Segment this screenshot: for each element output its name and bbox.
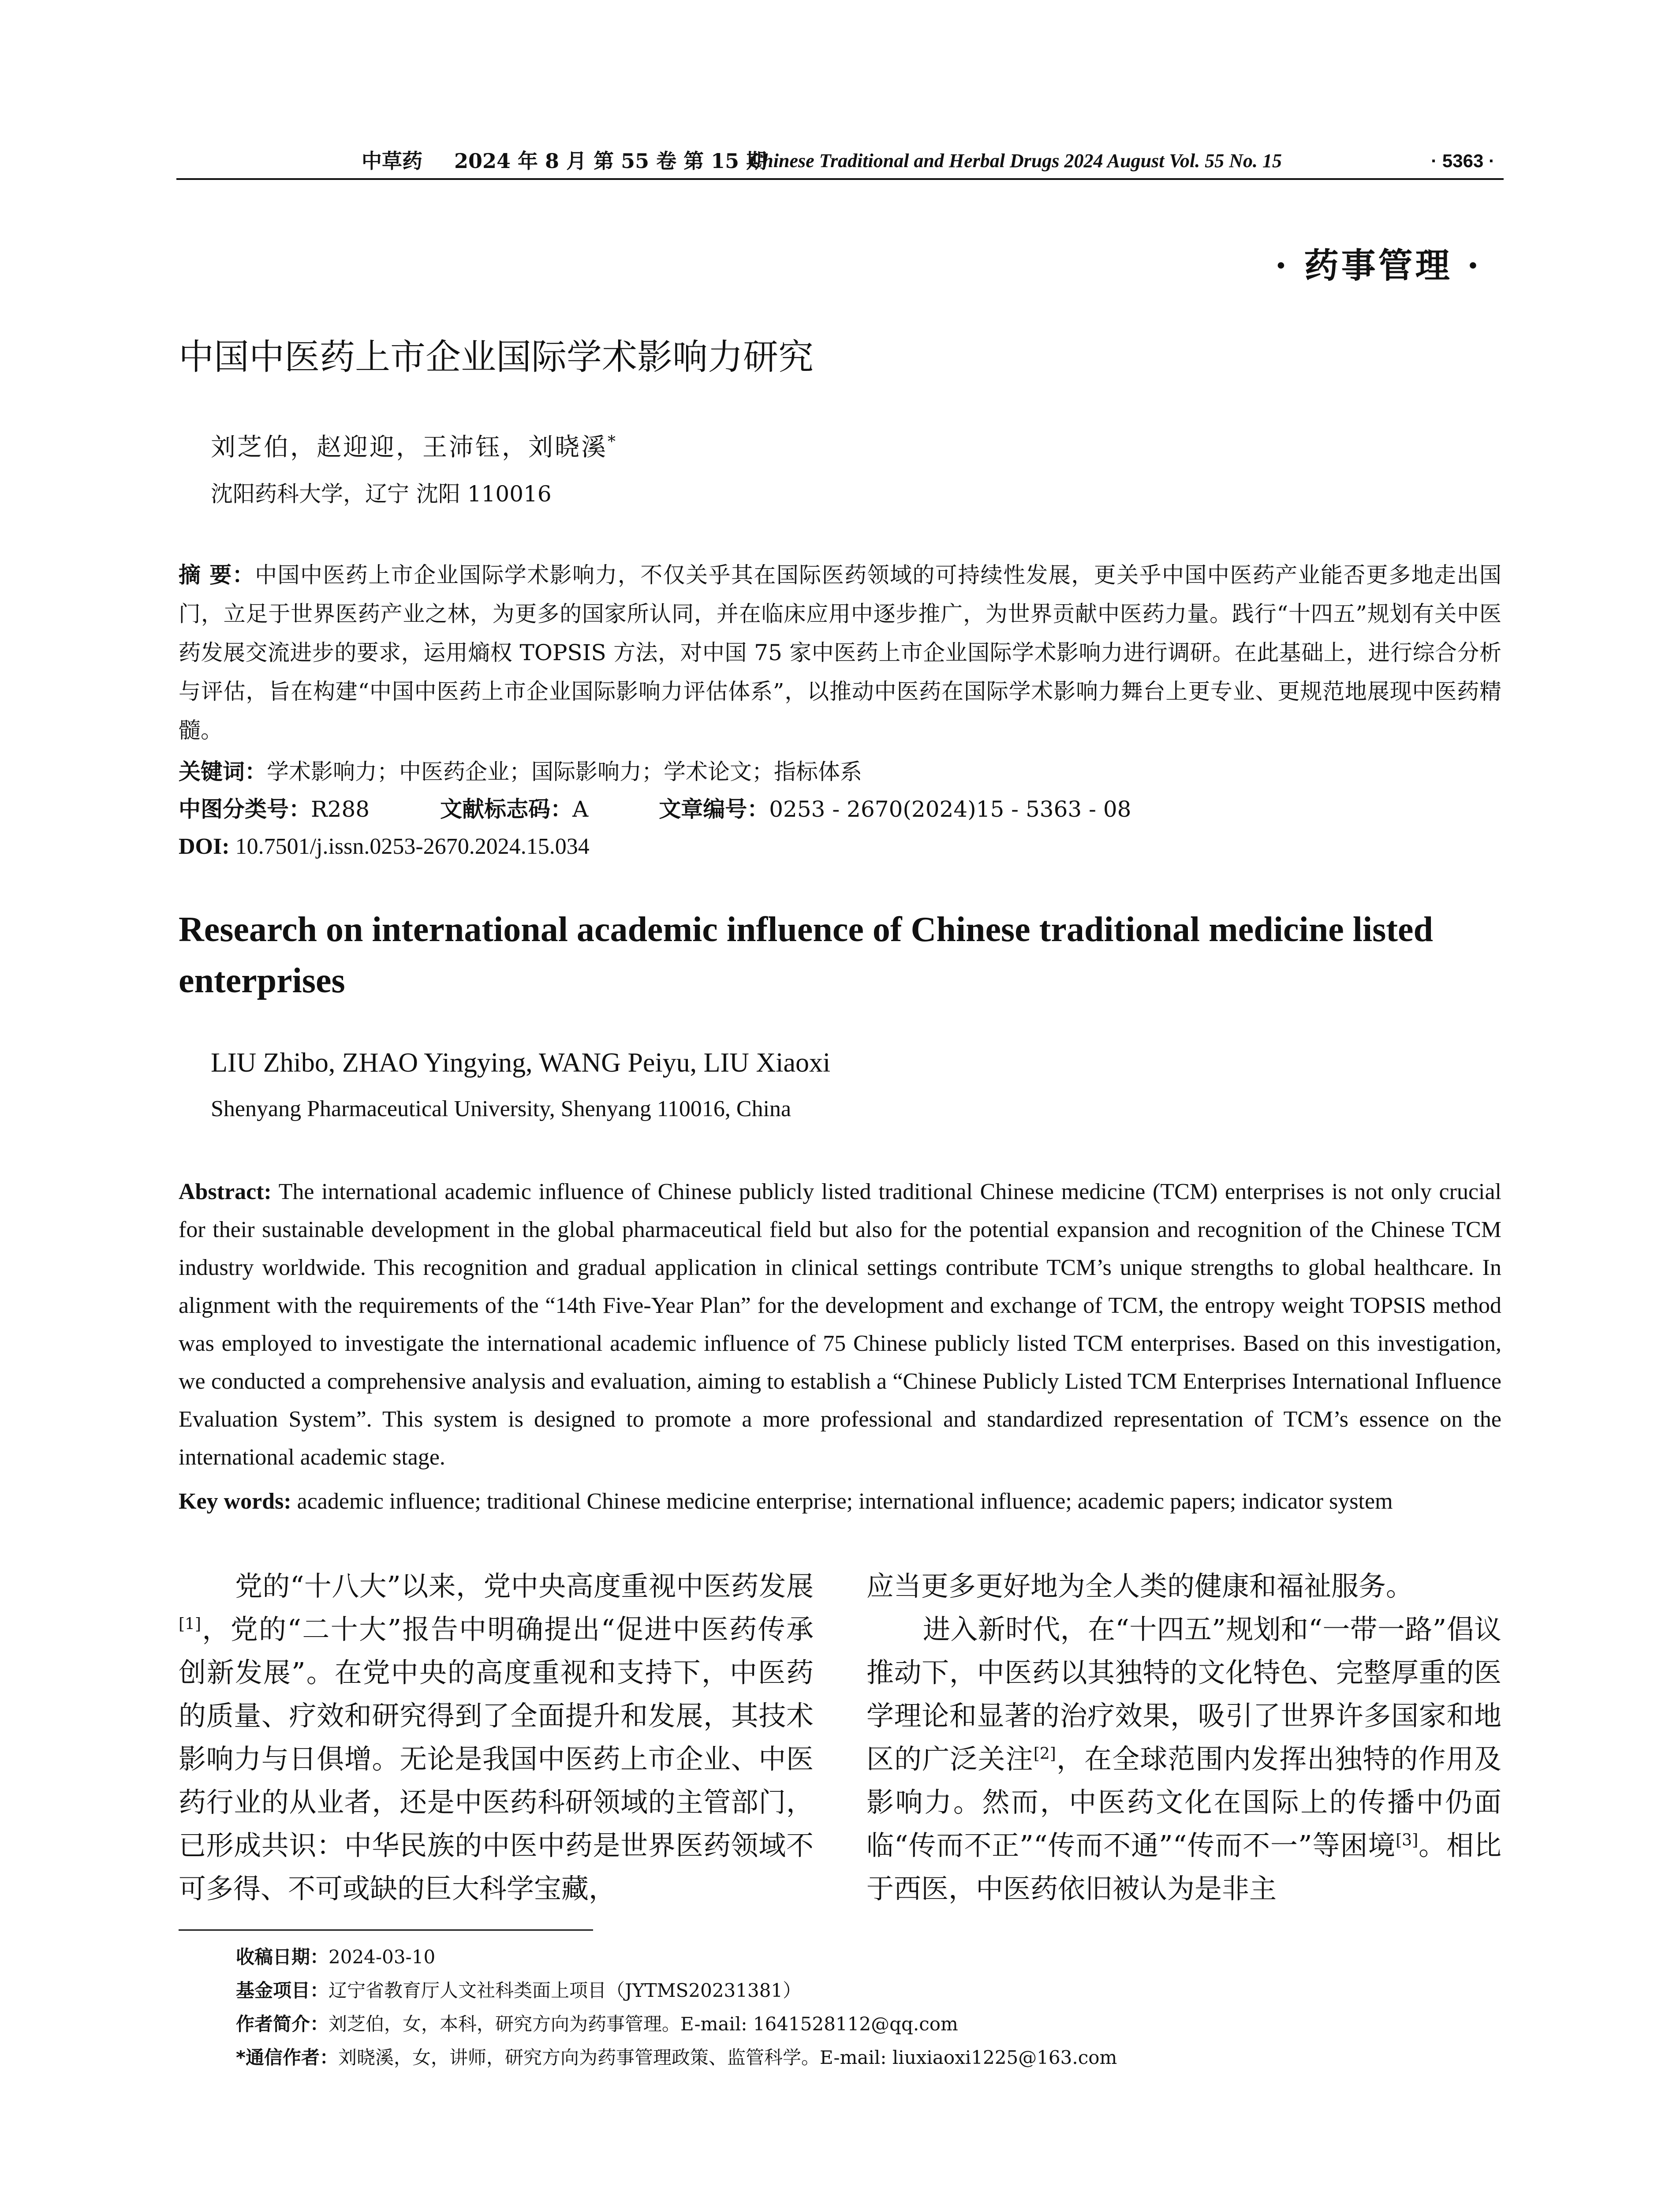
affiliation-en: Shenyang Pharmaceutical University, Shenyang 110016, China — [211, 1096, 791, 1121]
doc-code-label: 文献标志码： — [440, 796, 573, 822]
authors-cn — [211, 428, 617, 463]
author-list-cn: 刘芝伯，赵迎迎，王沛钰，刘晓溪 — [211, 433, 608, 462]
running-header — [176, 146, 1504, 176]
body-column-right — [866, 1565, 1501, 1910]
keywords-cn — [179, 754, 1501, 789]
body-column-left — [179, 1565, 814, 1910]
citation-ref[interactable]: [3] — [1396, 1831, 1419, 1850]
footnote-fund: 基金项目：辽宁省教育厅人文社科类面上项目（JYTMS20231381） — [236, 1980, 802, 2001]
footnote-author: 作者简介：刘芝伯，女，本科，研究方向为药事管理。E-mail: 1641528112@qq.com — [236, 2013, 958, 2035]
keywords-label-cn: 关键词： — [179, 759, 267, 785]
doc-code-value: A — [572, 796, 589, 822]
citation-ref[interactable]: [2] — [1033, 1745, 1056, 1763]
abstract-text-cn: 中国中医药上市企业国际学术影响力，不仅关乎其在国际医药领域的可持续性发展，更关乎中国中医药产业能否更多地走出国门，立足于世界医药产业之林，为更多的国家所认同，并在临床应用中逐步推广，为世界贡献中医药力量。践行“十四五”规划有关中医药发展交流进步的要求，运用熵权 TOPSIS 方法，对中国 75 家中医药上市企业国际学术影响力进行调研。在此基础上，进行综合分析与评估，旨在构建“中国中医药上市企业国际影响力评估体系”，以推动中医药在国际学术影响力舞台上更专业、更规范地展现中医药精髓。 — [179, 562, 1501, 743]
footnote-rule — [179, 1929, 593, 1931]
keywords-label-en: Key words: — [179, 1489, 291, 1514]
clc-value: R288 — [311, 796, 370, 822]
corresponding-mark: * — [608, 433, 617, 451]
page-number: · 5363 · — [1431, 150, 1495, 171]
footnote-corresponding: *通信作者：刘晓溪，女，讲师，研究方向为药事管理政策、监管科学。E-mail: liuxiaoxi1225@163.com — [236, 2047, 1117, 2068]
footnotes — [236, 1940, 1501, 2074]
abstract-label-en: Abstract: — [179, 1179, 272, 1204]
citation-ref[interactable]: [1] — [179, 1615, 201, 1633]
abstract-text-en: The international academic influence of Chinese publicly listed traditional Chinese medicine (TCM) enterprises is not only crucial for their sustainable development in the global pharmaceutical field but also for the potential expansion and recognition of the Chinese TCM industry worldwide. This recognition and gradual application in clinical settings contribute TCM’s unique strengths to global healthcare. In alignment with the requirements of the “14th Five-Year Plan” for the development and exchange of TCM, the entropy weight TOPSIS method was employed to investigate the international academic influence of 75 Chinese publicly listed TCM enterprises. Based on this investigation, we conducted a comprehensive analysis and evaluation, aiming to establish a “Chinese Publicly Listed TCM Enterprises International Influence Evaluation System”. This system is designed to promote a more professional and standardized representation of TCM’s essence on the international academic stage. — [179, 1179, 1501, 1470]
keywords-text-cn: 学术影响力；中医药企业；国际影响力；学术论文；指标体系 — [267, 759, 862, 785]
body-paragraph-continued: 应当更多更好地为全人类的健康和福祉服务。 — [866, 1570, 1414, 1602]
issue-date-cn: 2024 年 8 月 第 55 卷 第 15 期 — [454, 149, 767, 173]
authors-en: LIU Zhibo, ZHAO Yingying, WANG Peiyu, LIU Xiaoxi — [211, 1048, 831, 1078]
title-cn: 中国中医药上市企业国际学术影响力研究 — [179, 336, 814, 377]
doi-label: DOI: — [179, 834, 230, 859]
body-paragraph: 党的“十八大”以来，党中央高度重视中医药发展[1]，党的“二十大”报告中明确提出“促进中医药传承创新发展”。在党中央的高度重视和支持下，中医药的质量、疗效和研究得到了全面提升和发展，其技术影响力与日俱增。无论是我国中医药上市企业、中医药行业的从业者，还是中医药科研领域的主管部门，已形成共识：中华民族的中医中药是世界医药领域不可多得、不可或缺的巨大科学宝藏， — [179, 1570, 814, 1905]
footnote-received: 收稿日期：2024-03-10 — [236, 1946, 436, 1968]
article-no-value: 0253 - 2670(2024)15 - 5363 - 08 — [769, 796, 1131, 822]
classification-line — [179, 792, 1501, 827]
doi-line — [179, 829, 1501, 864]
abstract-en — [179, 1173, 1501, 1476]
header-rule — [176, 178, 1504, 180]
doi-value[interactable]: 10.7501/j.issn.0253-2670.2024.15.034 — [235, 834, 590, 859]
abstract-label-cn: 摘 要： — [179, 562, 255, 588]
journal-name-cn: 中草药 — [362, 149, 422, 173]
body-paragraph: 进入新时代，在“十四五”规划和“一带一路”倡议推动下，中医药以其独特的文化特色、完整厚重的医学理论和显著的治疗效果，吸引了世界许多国家和地区的广泛关注[2]，在全球范围内发挥出独特的作用及影响力。然而，中医药文化在国际上的传播中仍面临“传而不正”“传而不通”“传而不一”等困境[3]。相比于西医，中医药依旧被认为是非主 — [866, 1613, 1501, 1905]
title-en: Research on international academic influence of Chinese traditional medicine listed enterprises — [179, 910, 1433, 1000]
clc-label: 中图分类号： — [179, 796, 311, 822]
keywords-en — [179, 1484, 1501, 1519]
section-label: · 药事管理 · — [1275, 246, 1482, 286]
journal-name-en: Chinese Traditional and Herbal Drugs 2024 August Vol. 55 No. 15 — [750, 150, 1282, 172]
abstract-cn — [179, 556, 1501, 750]
article-no-label: 文章编号： — [659, 796, 769, 822]
affiliation-cn: 沈阳药科大学，辽宁 沈阳 110016 — [211, 481, 552, 507]
keywords-text-en: academic influence; traditional Chinese medicine enterprise; international influence; academic papers; indicator system — [297, 1489, 1393, 1514]
